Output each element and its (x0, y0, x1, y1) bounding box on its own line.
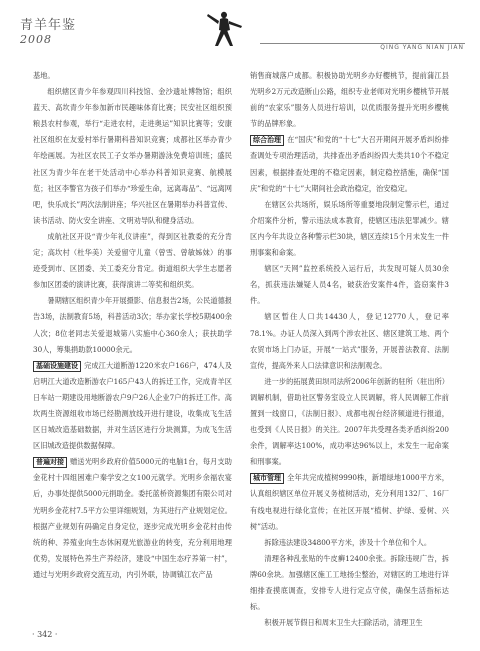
page-header (0, 0, 480, 52)
section-text: 完成江大道断游1220米农户166户，474人及启明江大道改造断游农户165户43人的拆迁工作，完成青羊区日车站一期建设用地断游农户9户26人企业7户的拆迁工作。高坎两生资源组收市场已经勘测放线开进行建设，收集成飞生活区日城改造基础数据，并对生活区进行分块测算，为成飞生活区旧城改造提供数据保障。 (33, 360, 232, 451)
left-column (33, 68, 232, 583)
logo-year: 2008 (20, 33, 52, 46)
paragraph: 辖区“天网”监控系统投入运行后，共发现可疑人员30余名，抓获违法嫌疑人员4名，破获治安案件4件，盗窃案件3件。 (250, 264, 449, 306)
section-tag: 普遍对接 (33, 457, 67, 468)
header-running-title: QING YANG NIAN JIAN (380, 44, 464, 51)
yearbook-logo (20, 14, 76, 46)
dancer-silhouette-icon (200, 8, 250, 48)
paragraph: 组织辖区青少年参观四川科技馆、金沙遗址博物馆；组织蓝天、高坎青少年参加新市民趣味体育比赛；民安社区组织预粮县农村参观，举行“走进农村，走进奥运”知识比赛等；安康社区组织在友爱村举行暑期科普知识竞赛；成都社区举办青少年绘画展。为社区农民工子女举办暑期游泳免费培训班；盛民社区为青少年在老干处活动中心举办科普知识竞赛、航模展览；社区李警官为孩子们举办“珍爱生命，远离毒品”、“远离网吧，快乐成长”两次法制讲座；华兴社区在暑期举办科普宣传、读书活动、防火安全讲座、文明劝导队和健身活动。 (33, 87, 232, 225)
paragraph: 在辖区公共场所，娱乐场所等重要地段制定警示栏，通过介绍案件分析，警示违法成本教育，使辖区违法犯罪减少。辖区内今年共设立各种警示栏30块，辖区连续15个月未发生一件刑事案和命案。 (250, 199, 449, 258)
paragraph: 暑期辖区组织青少年开展摄影、信息报告2场，公民道德报告3场，法制教育5场，科普活动3次；举办家长学校5期400余人次；8位老同志关爱退城第八实施中心360余人；获扶助学30人，筹集捐助款10000余元。 (33, 296, 232, 354)
right-column (250, 68, 449, 631)
paragraph: 成航社区开设“青少年礼仪讲座”，得到区社教委的充分肯定；高坎村（杜华美）关爱留守儿童（曾雪、曾敏姊妹）的事迹受到市、区团委、关工委充分肯定。街道组织大学生志愿者参加区团委的演讲比赛，获得演讲二等奖和组织奖。 (33, 231, 232, 290)
paragraph: 清理各种乱张贴的牛皮癣12400余张。拆除违规广告，拆牌60余块。加强辖区施工工地扬尘整治，对辖区的工地进行详细排查摸底调查，安排专人进行定点守侯，确保生活指标达标。 (250, 553, 449, 612)
section-tag: 基础设施建设 (33, 361, 81, 372)
section-tag: 综合治理 (250, 135, 284, 146)
paragraph: 基地。 (33, 71, 55, 80)
paragraph: 辖区暂住人口共14430人，登记12770人，登记率78.1%。办证人员深入到两个涉农社区、辖区建筑工地、两个农贸市场上门办证，开展“一站式”服务，开展普法教育、法制宣传，提高外来人口法律意识和法制观念。 (250, 312, 449, 370)
section-paragraph (33, 358, 232, 455)
section-text: 在“国庆”和党的“十七”大召开期间开展矛盾纠纷排查调处专项治理活动，共排查出矛盾纠纷四大类共10个不稳定因素，根据排查处理的不稳定因素，制定稳控措施，确保“国庆”和党的“十七”大期间社会政治稳定，治安稳定。 (250, 135, 449, 193)
section-paragraph (33, 454, 232, 583)
section-text: 全年共完成植树9990株，新增绿地1000平方米，认真组织辖区单位开展义务植树活动，充分利用132厂、16厂有线电视进行绿化宣传；在社区开展“植树、护绿、爱树、兴树”活动。 (250, 473, 449, 531)
section-tag: 城市管理 (250, 473, 284, 484)
paragraph: 拆除违法建设34800平方米，涉及十个单位和个人。 (264, 537, 432, 547)
section-paragraph (250, 470, 449, 534)
logo-title: 青羊年鉴 (20, 18, 77, 33)
paragraph: 积极开展节假日和周末卫生大扫除活动，清理卫生 (264, 618, 423, 628)
section-text: 赠送光明乡政府价值5000元的电脑1台，每月支助金花村十四组困难户秦学安之女100元就学。光明乡余福农宴后，办事处提供5000元捐助金。委托蓝桥资源集团有限公司对光明乡金花村7.5平方公里详细规划，为其进行产业规划定位。根据产业规划有码确定自身定位，逐步完成光明乡金花村由传统的种、养殖业向生态休闲观光旅游业的转变，充分利用地理优势，发展特色养生产养经济，建设“中国生态疗养第一村”，通过与光明乡政府交流互动，内引外联，协调镇江农产品 (33, 457, 232, 579)
paragraph: 销售商城落户成都。积极协助光明乡办好樱桃节，提前蒲江县光明乡2万元改造断山公路，组织专业老师对光明乡樱桃节开展前的“农家乐”服务人员进行培训，以优质服务提升光明乡樱桃节的品牌形象。 (250, 71, 449, 129)
section-paragraph (250, 132, 449, 196)
page-number: · 342 · (32, 630, 58, 639)
paragraph: 进一步的拓展黄田坝司法所2006年创新的驻所（驻出所）调解机制，借助社区警务室设立人民调解，将人民调解工作前置到一线窗口，《法制日报》、成都电视台经济频道进行报道，也受到《人民日报》的关注。2007年共受理各类矛盾纠纷200余件，调解率达100%，成功率达96%以上，未发生一起命案和刑事案。 (250, 376, 449, 467)
